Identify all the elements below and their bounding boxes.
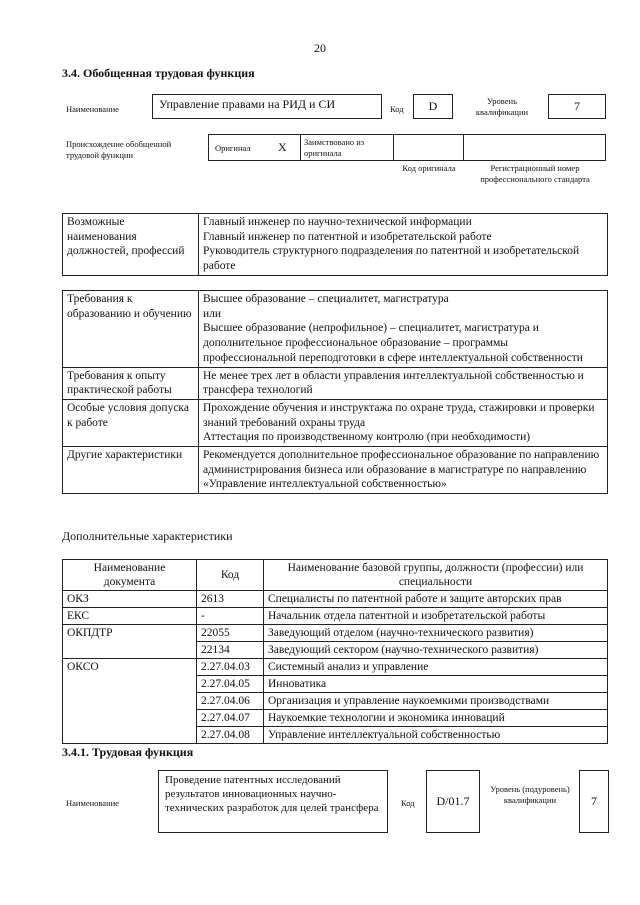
cell-name: Начальник отдела патентной и изобретательской работы (264, 608, 608, 625)
req-label: Другие характеристики (63, 447, 199, 494)
positions-line: Главный инженер по научно-технической информации (203, 216, 472, 228)
header-doc: Наименование документа (63, 560, 197, 591)
function-heading: 3.4.1. Трудовая функция (62, 745, 194, 759)
cell-code: 22134 (197, 642, 264, 659)
level-value: 7 (574, 99, 580, 113)
cell-code: 2.27.04.03 (197, 659, 264, 676)
table-row (63, 399, 608, 446)
code-value: D (428, 99, 438, 113)
section-heading: 3.4. Обобщенная трудовая функция (62, 66, 255, 80)
positions-label: Возможные наименования должностей, профессий (63, 214, 199, 276)
cell-name: Наукоемкие технологии и экономика инноваций (264, 710, 608, 727)
code-original-label: Код оригинала (402, 163, 456, 173)
function-level-box (579, 770, 609, 833)
name-label: Наименование (66, 104, 119, 114)
requirements-table (62, 290, 608, 494)
req-label: Требования к опыту практической работы (63, 367, 199, 399)
original-label: Оригинал (215, 143, 251, 153)
level-value-box (548, 94, 606, 119)
positions-line: Главный инженер по патентной и изобретательской работе (203, 230, 492, 243)
reg-number-label: Регистрационный номер профессионального стандарта (480, 163, 590, 184)
cell-doc: ОКСО (63, 659, 197, 744)
cell-name: Организация и управление наукоемкими производствами (264, 693, 608, 710)
function-code-box (426, 770, 480, 833)
positions-line: Руководитель структурного подразделения по патентной и изобретательской работе (203, 245, 580, 273)
additional-title: Дополнительные характеристики (62, 529, 233, 543)
function-level-value: 7 (591, 794, 597, 808)
table-row (63, 659, 608, 676)
req-value: Не менее трех лет в области управления интеллектуальной собственностью и трансфера технологий (199, 367, 608, 399)
header-code: Код (197, 560, 264, 591)
cell-name: Заведующий отделом (научно-технического развития) (264, 625, 608, 642)
cell-code: - (197, 608, 264, 625)
table-row (63, 214, 608, 276)
function-code-value: D/01.7 (436, 794, 470, 808)
req-value: Прохождение обучения и инструктажа по охране труда, стажировки и проверки знаний требований охраны труда Аттестация по производственному контролю (при необходимости) (199, 399, 608, 446)
positions-values (199, 214, 608, 276)
function-name-box (158, 770, 388, 833)
function-code-label: Код (401, 798, 415, 808)
req-value: Рекомендуется дополнительное профессиональное образование по направлению администрирования бизнеса или образование в магистратуре по направлению «Управление интеллектуальной собственностью» (199, 447, 608, 494)
cell-code: 2613 (197, 591, 264, 608)
cell-doc: ОКПДТР (63, 625, 197, 659)
req-label: Особые условия допуска к работе (63, 399, 199, 446)
table-row (63, 291, 608, 368)
name-value: Управление правами на РИД и СИ (159, 97, 336, 111)
borrowed-label: Заимствовано из оригинала (304, 137, 365, 158)
cell-code: 22055 (197, 625, 264, 642)
cell-code: 2.27.04.06 (197, 693, 264, 710)
table-row (63, 625, 608, 642)
cell-code: 2.27.04.07 (197, 710, 264, 727)
cell-name: Специалисты по патентной работе и защите авторских прав (264, 591, 608, 608)
code-label: Код (390, 104, 404, 114)
req-label: Требования к образованию и обучению (63, 291, 199, 368)
table-row (63, 591, 608, 608)
table-row (63, 447, 608, 494)
table-header-row (63, 560, 608, 591)
cell-code: 2.27.04.08 (197, 727, 264, 744)
table-row (63, 367, 608, 399)
function-name-label: Наименование (66, 798, 119, 808)
cell-name: Инноватика (264, 676, 608, 693)
origin-divider (393, 134, 394, 161)
origin-divider (300, 134, 301, 161)
additional-table (62, 559, 608, 744)
origin-divider (463, 134, 464, 161)
page-number: 20 (314, 41, 326, 55)
req-value: Высшее образование – специалитет, магистратура или Высшее образование (непрофильное) – специалитет, магистратура и дополнительное профессиональное образование – программы профессиональной переподготовки в сфере интеллектуальной собственности (199, 291, 608, 368)
table-row (63, 608, 608, 625)
code-value-box (413, 94, 453, 119)
header-name: Наименование базовой группы, должности (профессии) или специальности (264, 560, 608, 591)
cell-code: 2.27.04.05 (197, 676, 264, 693)
original-mark: X (278, 140, 287, 154)
origin-label: Происхождение обобщенной трудовой функции (66, 139, 172, 160)
cell-name: Заведующий сектором (научно-технического развития) (264, 642, 608, 659)
cell-doc: ЕКС (63, 608, 197, 625)
cell-name: Управление интеллектуальной собственностью (264, 727, 608, 744)
cell-doc: ОКЗ (63, 591, 197, 608)
function-level-label: Уровень (подуровень) квалификации (490, 784, 570, 805)
level-label: Уровень квалификации (475, 96, 529, 117)
origin-box (208, 134, 606, 161)
positions-table (62, 213, 608, 276)
cell-name: Системный анализ и управление (264, 659, 608, 676)
function-name-value: Проведение патентных исследований результатов инновационных научно-технических разработок для целей трансфера (165, 774, 379, 814)
name-value-box (152, 94, 382, 119)
